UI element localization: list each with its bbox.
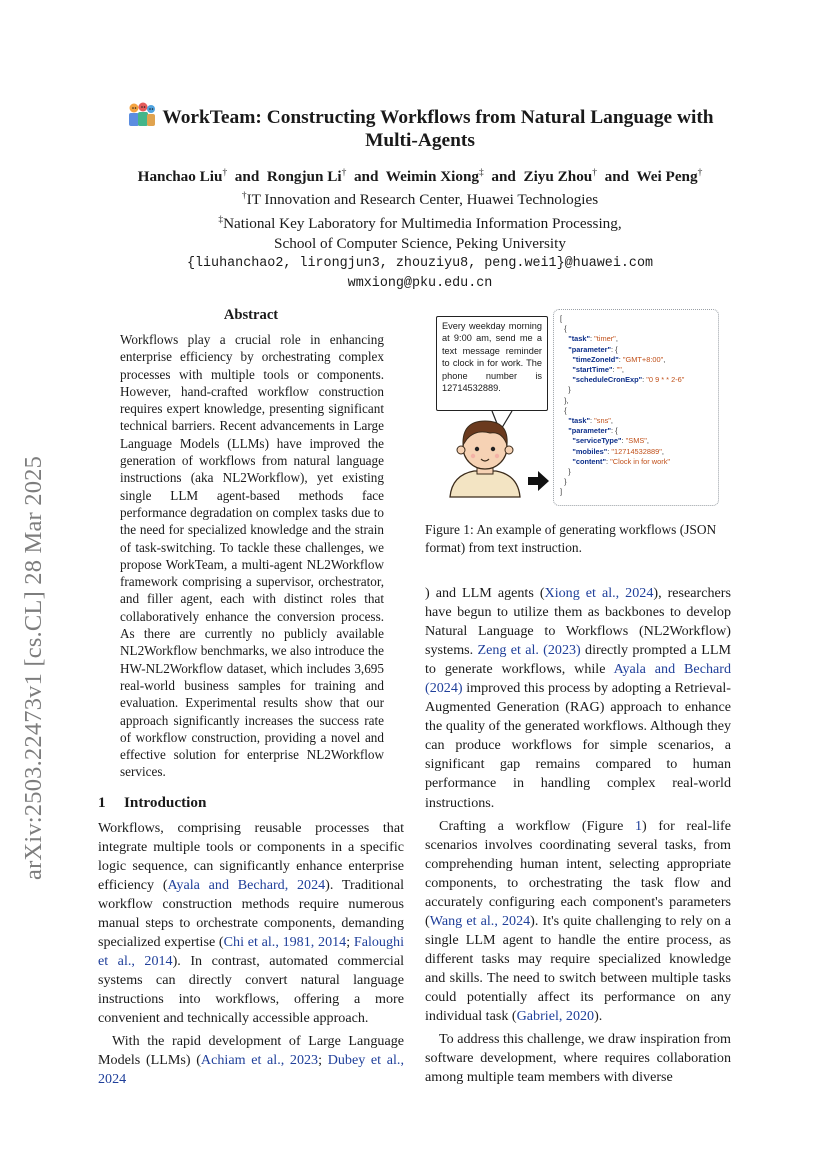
citation-link[interactable]: Ayala and Bechard (2024) — [425, 661, 731, 697]
citation-link[interactable]: Zeng et al. (2023) — [477, 642, 581, 659]
author-separator: and — [353, 168, 379, 186]
section-number: 1 — [98, 793, 106, 811]
arrow-right-icon — [528, 471, 549, 491]
citation-link[interactable]: Gabriel, 2020 — [516, 1008, 595, 1025]
person-avatar-icon — [450, 421, 520, 497]
abstract-heading: Abstract — [223, 307, 279, 323]
author-name: Rongjun Li — [266, 168, 342, 186]
author-name: Hanchao Liu — [137, 168, 223, 186]
citation-link[interactable]: Chi et al., 1981, 2014 — [223, 934, 347, 950]
paper-title — [90, 102, 750, 152]
team-logo-icon — [126, 102, 156, 128]
affiliation-mark: † — [592, 168, 598, 178]
section-title: Introduction — [124, 793, 207, 811]
affiliation-mark: † — [697, 168, 703, 178]
intro-paragraph-3: Crafting a workflow (Figure 1) for real-life scenarios involves coordinating several tasks, from comprehending human intent, selecting appropriate components, to orchestrating the task flow and accurately configuring each component's parameters (Wang et al., 2024). It's quite challenging to rely on a single LLM agent to handle the entire process, as different tasks may require specialized knowledge and skills. The need to switch between multiple tasks could potentially affect its performance on any individual task (Gabriel, 2020). — [425, 817, 732, 1025]
citation-link[interactable]: Achiam et al., 2023 — [200, 1052, 319, 1069]
figure-reference-link[interactable]: 1 — [634, 817, 643, 834]
author-name: Ziyu Zhou — [523, 168, 593, 186]
citation-link[interactable]: Dubey et al., 2024 — [98, 1052, 404, 1088]
instruction-speech-bubble: Every weekday morning at 9:00 am, send me a text message reminder to clock in for work. The phone number is 12714532889. — [436, 316, 548, 411]
left-column — [98, 305, 404, 1089]
intro-paragraph-2-start: With the rapid development of Large Language Models (LLMs) (Achiam et al., 2023; Dubey et al., 2024 — [98, 1033, 404, 1088]
intro-paragraph-2-cont: ) and LLM agents (Xiong et al., 2024), researchers have begun to utilize them as backbones to develop Natural Language to Workflows (NL2Workflow) systems. Zeng et al. (2023) directly prompted a LLM to generate workflows, while Ayala and Bechard (2024) improved this process by adopting a Retrieval-Augmented Generation (RAG) approach to enhance the quality of the generated workflows. Although they can produce workflows for simple scenarios, a significant gap remains compared to human performance in handling complex real-world instructions. — [425, 585, 732, 811]
section-heading — [98, 793, 404, 813]
intro-paragraph-4: To address this challenge, we draw inspiration from software development, where requires collaboration among multiple team members with diverse — [425, 1031, 731, 1086]
right-column — [425, 584, 731, 1087]
email-line-2: wmxiong@pku.edu.cn — [347, 276, 493, 292]
citation-link[interactable]: Xiong et al., 2024 — [544, 585, 654, 601]
json-output-panel: [ { "task": "timer", "parameter": { "timeZoneId": "GMT+8:00", "startTime": "", "scheduleCronExp": "0 9 * * 2-6" } }, { "task": "sns", "parameter": { "serviceType": "SMS", "mobiles": "12714532889", "content": "Clock in for work" } } ] — [553, 309, 719, 506]
intro-paragraph-1: Workflows, comprising reusable processes that integrate multiple tools or components in a specific logic sequence, can significantly enhance enterprise efficiency (Ayala and Bechard, 2024). Traditional workflow construction methods require numerous manual steps to orchestrate components, demanding specialized expertise (Chi et al., 1981, 2014; Faloughi et al., 2014). In contrast, automated commercial systems can directly convert natural language instructions into workflows, offering a more convenient and technically accessible approach. — [98, 819, 405, 1027]
affiliation-2: ‡National Key Laboratory for Multimedia Information Processing, — [218, 215, 622, 233]
title-line-2: Multi-Agents — [365, 130, 475, 151]
citation-link[interactable]: Ayala and Bechard, 2024 — [167, 876, 326, 893]
author-separator: and — [604, 168, 630, 186]
title-block — [90, 102, 750, 294]
author-list — [90, 164, 750, 186]
abstract-body: Workflows play a crucial role in enhancing enterprise efficiency by orchestrating complex processes with multiple tools or components. However, hand-crafted workflow construction requires expert knowledge, presenting significant technical barriers. Recent advancements in Large Language Models (LLMs) have improved the generation of workflows from natural language instructions (aka NL2Workflow), yet existing single LLM agent-based methods face performance degradation on complex tasks due to the need for specialized knowledge and the strain of task-switching. To tackle these challenges, we propose WorkTeam, a multi-agent NL2Workflow framework comprising a supervisor, orchestrator, and filler agent, each with distinct roles that collaboratively enhance the conversion process. As there are currently no publicly available NL2Workflow benchmarks, we also introduce the HW-NL2Workflow dataset, which includes 3,695 real-world business samples for training and evaluation. Experimental results show that our approach significantly increases the success rate of workflow construction, providing a novel and effective solution for enterprise NL2Workflow services. — [120, 332, 384, 780]
figure-caption: Figure 1: An example of generating workflows (JSON format) from text instruction. — [425, 522, 717, 555]
author-separator: and — [491, 168, 516, 186]
affiliation-3: School of Computer Science, Peking University — [274, 235, 566, 253]
email-line-1: {liuhanchao2, lirongjun3, zhouziyu8, peng.wei1}@huawei.com — [186, 256, 654, 272]
affiliation-mark: ‡ — [479, 168, 484, 178]
author-name: Wei Peng — [636, 168, 698, 186]
author-name: Weimin Xiong — [385, 168, 480, 186]
affiliation-1: †IT Innovation and Research Center, Huawei Technologies — [241, 191, 599, 209]
author-separator: and — [234, 168, 260, 186]
affiliation-mark: † — [341, 168, 347, 178]
citation-link[interactable]: Faloughi et al., 2014 — [98, 934, 404, 970]
affiliation-mark: † — [222, 168, 228, 178]
arxiv-identifier: arXiv:2503.22473v1 [cs.CL] 28 Mar 2025 — [20, 455, 47, 880]
citation-link[interactable]: Wang et al., 2024 — [429, 912, 531, 929]
title-line-1: WorkTeam: Constructing Workflows from Natural Language with — [162, 107, 714, 128]
